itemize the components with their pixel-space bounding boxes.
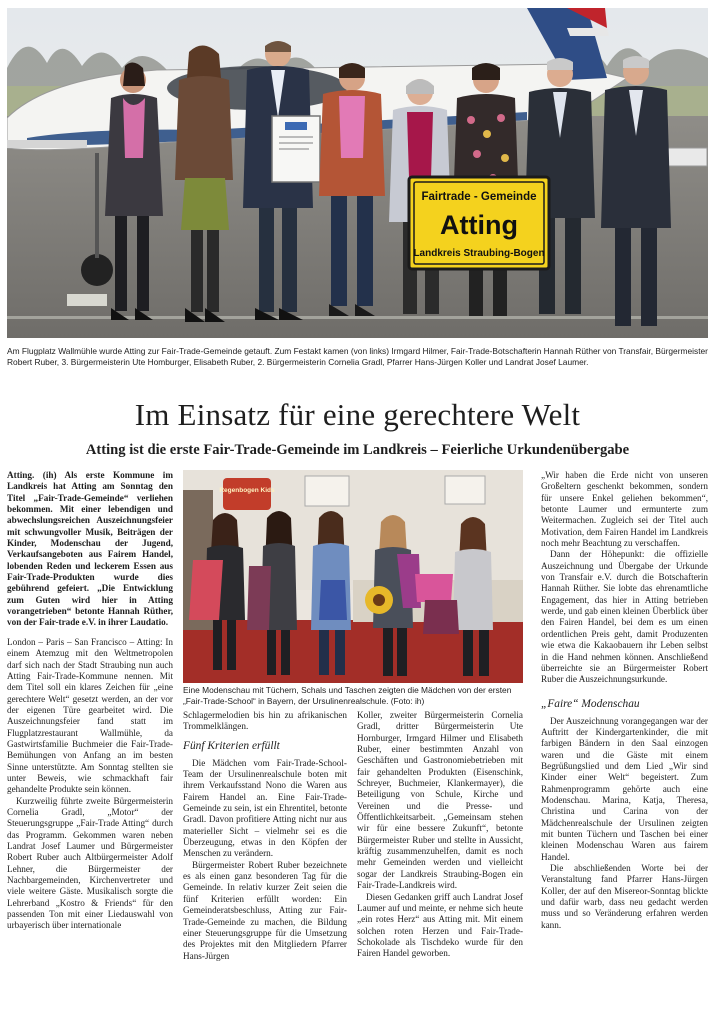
article-column-1 [7,470,173,932]
article-column-3 [357,710,523,960]
paragraph: Die abschließenden Worte bei der Veranstaltung fand Pfarrer Hans-Jürgen Koller, der auf den Misereor-Sonntag blickte und dafür warb, dass neu gedacht werden muss und so Veränderung erfahren werden kann. [541,863,708,930]
wall-sign-regenbogen-kids [219,478,275,510]
airfield-group-photo [7,8,708,338]
fashion-show-photo [183,470,523,683]
middle-photo [183,470,523,683]
subheading-faire-modenschau: „Faire“ Modenschau [541,697,640,710]
paragraph: Diesen Gedanken griff auch Landrat Josef Laumer auf und meinte, er nehme sich heute „ein rotes Herz“ aus Atting mit. Mit einem solchen roten Herzen und Fair-Trade-Schokolade als Tischdeko wurde für den Fairen Handel geworben. [357,891,523,959]
sign-line-2: Atting [440,210,518,240]
lead-text: (ih) Als erste Kommune im Landkreis hat Atting am Sonntag den Titel „Fair-Trade-Gemeinde“ verliehen bekommen. Mit einer lebendigen und abwechslungsreichen Auszeichnungsfeier mit schwungvoller Musik, Beiträgen der Kinder, Modenschau der Jugend, Verkaufsangeboten aus Fairem Handel, lobenden Reden und leckerem Essen aus Fair-Trade-Produkten wurde dies gebührend gefeiert. „Die Entwicklung zum Guten wird hier in Atting vorangetrieben“ betonte Hannah Rüther, von der Fair-trade e.V. in ihrer Laudatio. [7,470,173,628]
middle-photo-caption: Eine Modenschau mit Tüchern, Schals und Taschen zeigten die Mädchen von der ersten „Fair-Trade-School“ in Bayern, der Ursulinenrealschule. (Foto: ih) [183,685,512,707]
sign-line-1: Fairtrade - Gemeinde [421,191,537,203]
article-headline: Im Einsatz für eine gerechtere Welt [134,397,581,432]
paragraph: Der Auszeichnung vorangegangen war der Auftritt der Kindergartenkinder, die mit farbigen Bändern in den Saal einzogen waren und die Gäste mit einem Begrüßungslied und dem Lied „Wir sind Kinder einer Welt“ begeistert. Zum Rahmenprogramm gehörte auch eine Modenschau. Marina, Katja, Theresa, Christina und Carina von der Mädchenrealschule der Ursulinen zeigten mit bunten Tüchern und Taschen bei einer kleinen Modenschau Waren aus fairem Handel. [541,715,708,862]
article-column-2 [183,710,347,962]
paragraph: Dann der Höhepunkt: die offizielle Auszeichnung und Übergabe der Urkunde von Transfair e.V. durch die Botschafterin Hannah Rüther. Sie lobte das ehrenamtliche Engagement, das hier in Atting betrieben werde, und gab einen kleinen Überblick über den Fairen Handel, bei dem es um einen ordentlichen Preis geht, damit Produzenten wie etwa die Kakaobauern ihr Leben selbst in die Hand nehmen können. Anschließend überreichte sie an Bürgermeister Robert Ruber die Auszeichnungsurkunde. [541,549,708,685]
article-column-4 [541,470,708,931]
subheading-fuenf-kriterien: Fünf Kriterien erfüllt [183,739,280,752]
paragraph: London – Paris – San Francisco – Atting: In einem Atemzug mit den Weltmetropolen darf sich nach der Stadt Straubing nun auch Atting Fair-Trade-Kommune nennen. Mit dem Titel soll ein klares Zeichen für „eine gerechtere Welt“ gesetzt werden, an der vor der eigenen Türe gearbeitet wird. Die Auszeichnungsfeier fand statt im Flugplatzrestaurant Wallmühle, da Gastwirtsfamilie Buchmeier die Fair-Trade-Bemühungen von Anfang an im besten Sinne unterstützte. Am Sonntag stellten sie unter Beweis, wie schmackhaft fair gehandelte Produkte sein können. [7,636,173,795]
top-photo [7,8,708,338]
paragraph: Die Mädchen vom Fair-Trade-School-Team der Ursulinenrealschule boten mit ihrem Verkaufsstand Nono die Waren aus Fairem Handel an. Eine Fair-Trade-Gemeinde zu sein, ist ein Ehrentitel, betonte Gradl. Davon profitiere Atting nicht nur aus materieller Sicht – vielmehr sei es die Überzeugung, etwas in den Köpfen der Menschen zu verändern. [183,757,347,859]
paragraph: „Wir haben die Erde nicht von unseren Großeltern geschenkt bekommen, sondern für unsere Enkel geliehen bekommen“, betonte Laumer und ermunterte zum Weitermachen. Zugleich sei der Titel auch Motivation, dem Fairen Handel im Landkreis noch mehr Beachtung zu verschaffen. [541,470,708,549]
wall-sign-text: Regenbogen Kids [219,487,275,494]
top-photo-caption: Am Flugplatz Wallmühle wurde Atting zur Fair-Trade-Gemeinde getauft. Zum Festakt kamen (von links) Irmgard Hilmer, Fair-Trade-Botschafterin Hannah Rüther von Transfair, Bürgermeister Robert Ruber, 3. Bürgermeisterin Ute Homburger, Elisabeth Ruber, 2. Bürgermeisterin Cornelia Gradl, Pfarrer Hans-Jürgen Koller und Landrat Josef Laumer. [7,346,708,368]
paragraph: Schlagermelodien bis hin zu afrikanischen Trommelklängen. [183,710,347,732]
article-lead [7,470,173,629]
sign-line-3: Landkreis Straubing-Bogen [413,248,545,259]
paragraph: Bürgermeister Robert Ruber bezeichnete es als einen ganz besonderen Tag für die Gemeinde. In relativ kurzer Zeit seien die fünf Kriterien erfüllt worden: Ein Gemeinderatsbeschluss, Atting zur Fair-Trade-Gemeinde zu machen, die Bildung einer Steuerungsgruppe für die Umsetzung des Projektes mit den Mitgliedern Pfarrer Hans-Jürgen [183,859,347,961]
paragraph: Koller, zweiter Bürgermeisterin Cornelia Gradl, dritter Bürgermeisterin Ute Hornburger, Irmgard Hilmer und Elisabeth Ruber, einer bestimmten Anzahl von Geschäften und Gastronomiebetrieben mit fair gehandelten Produkten (Eisenschink, Schreyer, Buchmeier, Klankermayer), die Beteiligung von Schule, Kirche und Vereinen und die Presse- und Öffentlichkeitsarbeit. „Gemeinsam stehen wir für eine bessere Zukunft“, betonte Bürgermeister Ruber und stellte in Aussicht, kräftig zusammenzuhelfen, damit es noch mehr Gemeinden werden und vielleicht sogar der Landkreis Straubing-Bogen ein Fair-Trade-Landkreis wird. [357,710,523,891]
fairtrade-town-sign [409,177,549,269]
certificate-frame [272,116,320,182]
article-subheadline: Atting ist die erste Fair-Trade-Gemeinde im Landkreis – Feierliche Urkundenübergabe [85,442,630,458]
dateline: Atting. [7,470,35,480]
paragraph: Kurzweilig führte zweite Bürgermeisterin Cornelia Gradl, „Motor“ der Steuerungsgruppe „Fair-Trade Atting“ durch das Programm. Gekommen waren neben Landrat Josef Laumer und Bürgermeister Robert Ruber auch Altbürgermeister Adolf Lehner, die Bürgermeister der Nachbargemeinden, Kirchenvertreter und viele weitere Gäste. Musikalisch sorgte die Lehrerband „Kostro & Friends“ für den passenden Ton mit einer Liedauswahl von urbayerisch über internationale [7,795,173,931]
